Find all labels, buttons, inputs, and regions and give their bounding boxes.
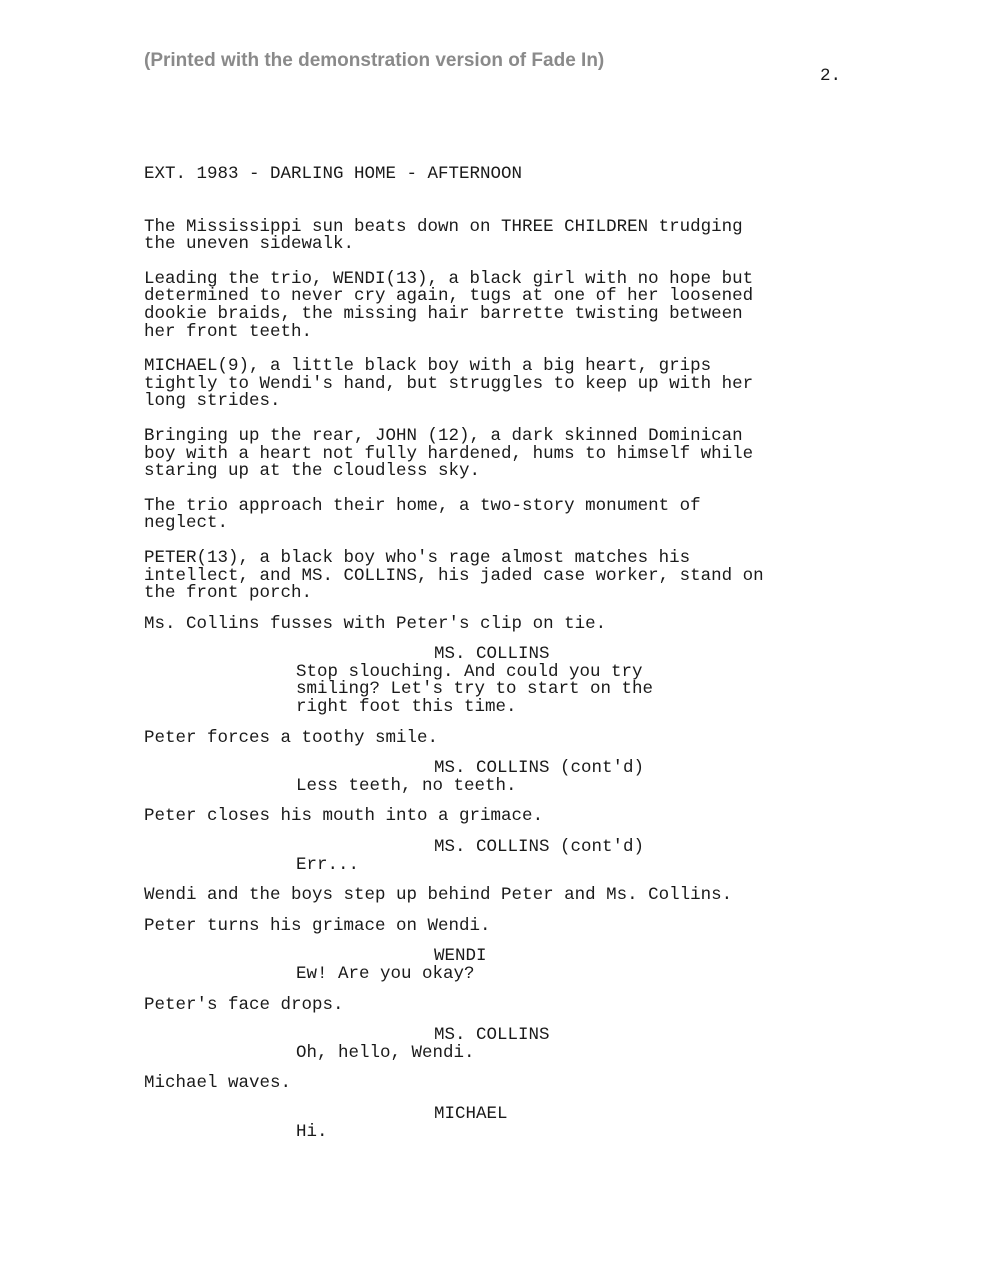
character-name: MS. COLLINS [434,644,550,665]
dialogue: Less teeth, no teeth. [296,775,517,796]
character-name: MS. COLLINS (cont'd) [434,758,645,779]
action-line: Wendi and the boys step up behind Peter and Ms. Collins. [144,885,733,906]
action-line: The Mississippi sun beats down on THREE CHILDREN trudging the uneven sidewalk. [144,216,743,255]
scene-heading: EXT. 1983 - DARLING HOME - AFTERNOON [144,164,523,184]
character-name: MS. COLLINS [434,1025,550,1046]
action-line: Bringing up the rear, JOHN (12), a dark skinned Dominican boy with a heart not fully hardened, hums to himself while staring up at the cloudless sky. [144,425,754,482]
action-line: Michael waves. [144,1073,292,1094]
action-line: PETER(13), a black boy who's rage almost matches his intellect, and MS. COLLINS, his jaded case worker, stand on the front porch. [144,547,764,604]
dialogue: Stop slouching. And could you try smiling? Let's try to start on the right foot this time. [296,661,654,718]
demo-watermark: (Printed with the demonstration version of Fade In) [144,50,605,71]
script-body [144,166,844,1154]
action-line: Peter forces a toothy smile. [144,727,439,748]
action-line: Peter's face drops. [144,994,344,1015]
action-line: Leading the trio, WENDI(13), a black girl with no hope but determined to never cry again, tugs at one of her loosened dookie braids, the missing hair barrette twisting between her front teeth. [144,268,754,342]
dialogue: Hi. [296,1121,328,1142]
character-name: MICHAEL [434,1103,508,1124]
action-line: Ms. Collins fusses with Peter's clip on tie. [144,613,607,634]
page-number: 2. [820,66,842,86]
action-line: The trio approach their home, a two-story monument of neglect. [144,495,701,534]
dialogue: Oh, hello, Wendi. [296,1042,475,1063]
action-line: Peter closes his mouth into a grimace. [144,806,544,827]
character-name: WENDI [434,946,487,967]
dialogue: Err... [296,854,360,875]
action-line: Peter turns his grimace on Wendi. [144,915,491,936]
character-name: MS. COLLINS (cont'd) [434,837,645,858]
action-line: MICHAEL(9), a little black boy with a big heart, grips tightly to Wendi's hand, but struggles to keep up with her long strides. [144,356,754,412]
dialogue: Ew! Are you okay? [296,964,475,984]
